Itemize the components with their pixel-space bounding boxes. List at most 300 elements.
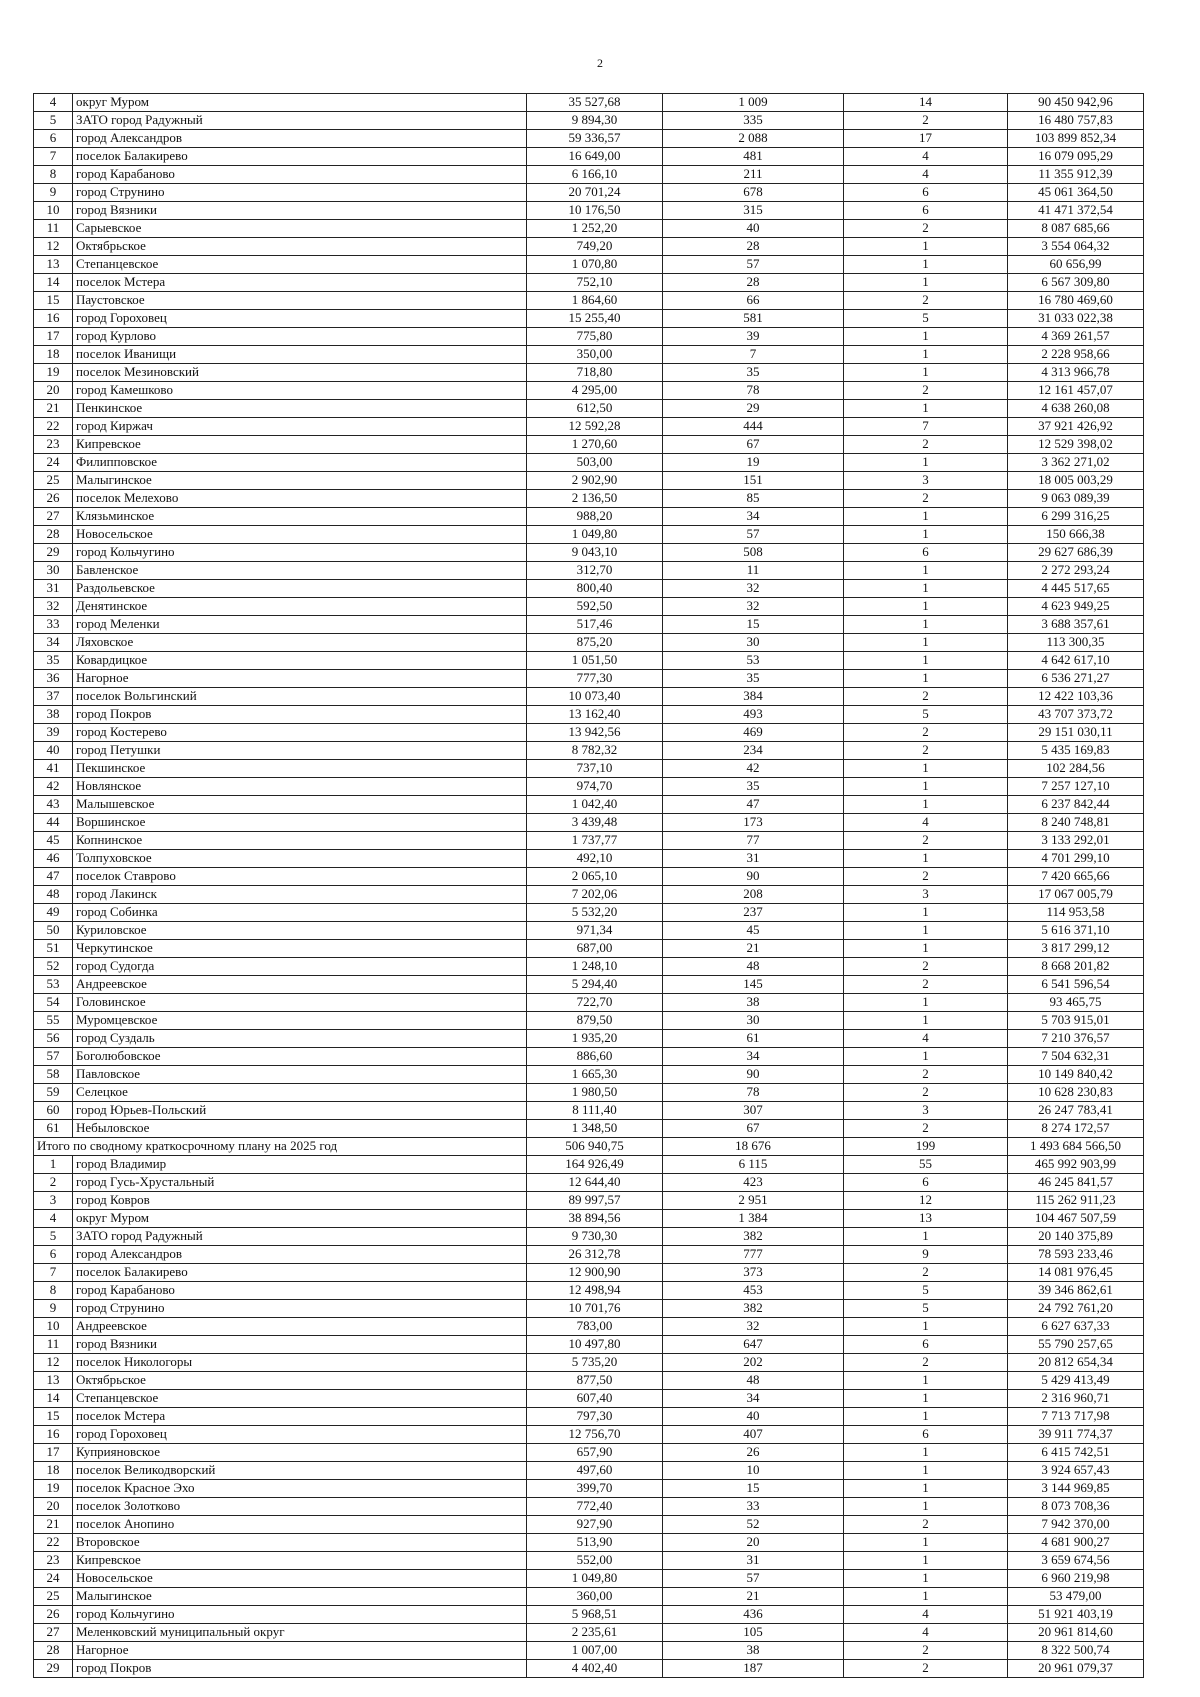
area-cell: 7 202,06 bbox=[527, 886, 663, 904]
buildings-count-cell: 2 bbox=[844, 490, 1008, 508]
row-number-cell: 25 bbox=[34, 472, 73, 490]
cost-cell: 10 628 230,83 bbox=[1008, 1084, 1144, 1102]
area-cell: 1 049,80 bbox=[527, 1570, 663, 1588]
municipality-name-cell: Пенкинское bbox=[73, 400, 527, 418]
buildings-count-cell: 4 bbox=[844, 166, 1008, 184]
residents-count-cell: 453 bbox=[663, 1282, 844, 1300]
residents-count-cell: 48 bbox=[663, 1372, 844, 1390]
residents-count-cell: 105 bbox=[663, 1624, 844, 1642]
cost-cell: 6 237 842,44 bbox=[1008, 796, 1144, 814]
row-number-cell: 13 bbox=[34, 256, 73, 274]
residents-count-cell: 39 bbox=[663, 328, 844, 346]
area-cell: 775,80 bbox=[527, 328, 663, 346]
buildings-count-cell: 5 bbox=[844, 706, 1008, 724]
buildings-count-cell: 1 bbox=[844, 1012, 1008, 1030]
municipality-name-cell: Паустовское bbox=[73, 292, 527, 310]
cost-cell: 9 063 089,39 bbox=[1008, 490, 1144, 508]
table-row bbox=[34, 1534, 1144, 1552]
municipality-name-cell: Денятинское bbox=[73, 598, 527, 616]
cost-cell: 90 450 942,96 bbox=[1008, 94, 1144, 112]
municipality-name-cell: город Суздаль bbox=[73, 1030, 527, 1048]
residents-count-cell: 444 bbox=[663, 418, 844, 436]
table-row bbox=[34, 958, 1144, 976]
table-row bbox=[34, 1624, 1144, 1642]
table-row bbox=[34, 364, 1144, 382]
table-row bbox=[34, 310, 1144, 328]
residents-count-cell: 307 bbox=[663, 1102, 844, 1120]
area-cell: 13 942,56 bbox=[527, 724, 663, 742]
cost-cell: 5 616 371,10 bbox=[1008, 922, 1144, 940]
municipality-name-cell: Малышевское bbox=[73, 796, 527, 814]
row-number-cell: 9 bbox=[34, 184, 73, 202]
buildings-count-cell: 1 bbox=[844, 922, 1008, 940]
buildings-count-cell: 2 bbox=[844, 868, 1008, 886]
row-number-cell: 17 bbox=[34, 1444, 73, 1462]
page-number: 2 bbox=[597, 56, 603, 70]
municipality-name-cell: город Гороховец bbox=[73, 1426, 527, 1444]
cost-cell: 26 247 783,41 bbox=[1008, 1102, 1144, 1120]
municipality-name-cell: Ковардицкое bbox=[73, 652, 527, 670]
table-row bbox=[34, 1246, 1144, 1264]
table-row bbox=[34, 1174, 1144, 1192]
row-number-cell: 35 bbox=[34, 652, 73, 670]
row-number-cell: 27 bbox=[34, 1624, 73, 1642]
table-row bbox=[34, 670, 1144, 688]
area-cell: 12 592,28 bbox=[527, 418, 663, 436]
area-cell: 12 644,40 bbox=[527, 1174, 663, 1192]
table-row bbox=[34, 1372, 1144, 1390]
municipality-name-cell: Андреевское bbox=[73, 976, 527, 994]
cost-cell: 12 422 103,36 bbox=[1008, 688, 1144, 706]
residents-count-cell: 31 bbox=[663, 850, 844, 868]
cost-cell: 465 992 903,99 bbox=[1008, 1156, 1144, 1174]
table-row bbox=[34, 1354, 1144, 1372]
table-row bbox=[34, 652, 1144, 670]
table-row bbox=[34, 634, 1144, 652]
cost-cell: 17 067 005,79 bbox=[1008, 886, 1144, 904]
table-body bbox=[34, 94, 1144, 1678]
residents-count-cell: 21 bbox=[663, 1588, 844, 1606]
row-number-cell: 39 bbox=[34, 724, 73, 742]
buildings-count-cell: 1 bbox=[844, 562, 1008, 580]
buildings-count-cell: 3 bbox=[844, 886, 1008, 904]
cost-cell: 20 961 814,60 bbox=[1008, 1624, 1144, 1642]
area-cell: 1 270,60 bbox=[527, 436, 663, 454]
residents-count-cell: 90 bbox=[663, 1066, 844, 1084]
cost-cell: 93 465,75 bbox=[1008, 994, 1144, 1012]
municipality-table bbox=[33, 93, 1144, 1678]
cost-cell: 4 445 517,65 bbox=[1008, 580, 1144, 598]
residents-count-cell: 57 bbox=[663, 256, 844, 274]
table-row bbox=[34, 868, 1144, 886]
residents-count-cell: 407 bbox=[663, 1426, 844, 1444]
row-number-cell: 44 bbox=[34, 814, 73, 832]
buildings-count-cell: 6 bbox=[844, 202, 1008, 220]
buildings-count-cell: 1 bbox=[844, 616, 1008, 634]
area-cell: 360,00 bbox=[527, 1588, 663, 1606]
municipality-name-cell: город Кольчугино bbox=[73, 1606, 527, 1624]
municipality-name-cell: поселок Мстера bbox=[73, 274, 527, 292]
table-row bbox=[34, 1444, 1144, 1462]
residents-count-cell: 66 bbox=[663, 292, 844, 310]
table-row bbox=[34, 796, 1144, 814]
row-number-cell: 31 bbox=[34, 580, 73, 598]
municipality-name-cell: Боголюбовское bbox=[73, 1048, 527, 1066]
table-row bbox=[34, 436, 1144, 454]
residents-count-cell: 2 951 bbox=[663, 1192, 844, 1210]
area-cell: 1 049,80 bbox=[527, 526, 663, 544]
area-cell: 350,00 bbox=[527, 346, 663, 364]
table-row bbox=[34, 256, 1144, 274]
row-number-cell: 7 bbox=[34, 1264, 73, 1282]
row-number-cell: 51 bbox=[34, 940, 73, 958]
residents-count-cell: 30 bbox=[663, 634, 844, 652]
cost-cell: 3 688 357,61 bbox=[1008, 616, 1144, 634]
municipality-name-cell: Новосельское bbox=[73, 1570, 527, 1588]
table-row bbox=[34, 1282, 1144, 1300]
area-cell: 1 070,80 bbox=[527, 256, 663, 274]
table-row bbox=[34, 922, 1144, 940]
row-number-cell: 38 bbox=[34, 706, 73, 724]
residents-count-cell: 35 bbox=[663, 364, 844, 382]
total-label: Итого по сводному краткосрочному плану на 2025 год bbox=[34, 1138, 527, 1156]
row-number-cell: 12 bbox=[34, 238, 73, 256]
municipality-name-cell: Раздольевское bbox=[73, 580, 527, 598]
buildings-count-cell: 1 bbox=[844, 1570, 1008, 1588]
cost-cell: 4 623 949,25 bbox=[1008, 598, 1144, 616]
buildings-count-cell: 9 bbox=[844, 1246, 1008, 1264]
row-number-cell: 10 bbox=[34, 202, 73, 220]
residents-count-cell: 48 bbox=[663, 958, 844, 976]
row-number-cell: 16 bbox=[34, 310, 73, 328]
table-row bbox=[34, 1606, 1144, 1624]
buildings-count-cell: 2 bbox=[844, 958, 1008, 976]
residents-count-cell: 52 bbox=[663, 1516, 844, 1534]
buildings-count-cell: 1 bbox=[844, 1552, 1008, 1570]
residents-count-cell: 1 009 bbox=[663, 94, 844, 112]
residents-count-cell: 38 bbox=[663, 1642, 844, 1660]
row-number-cell: 28 bbox=[34, 526, 73, 544]
area-cell: 877,50 bbox=[527, 1372, 663, 1390]
municipality-name-cell: Пекшинское bbox=[73, 760, 527, 778]
total-row bbox=[34, 1138, 1144, 1156]
area-cell: 2 235,61 bbox=[527, 1624, 663, 1642]
cost-cell: 7 210 376,57 bbox=[1008, 1030, 1144, 1048]
buildings-count-cell: 5 bbox=[844, 310, 1008, 328]
municipality-name-cell: Сарыевское bbox=[73, 220, 527, 238]
table-row bbox=[34, 1192, 1144, 1210]
area-cell: 6 166,10 bbox=[527, 166, 663, 184]
table-row bbox=[34, 1588, 1144, 1606]
row-number-cell: 32 bbox=[34, 598, 73, 616]
area-cell: 737,10 bbox=[527, 760, 663, 778]
area-cell: 718,80 bbox=[527, 364, 663, 382]
area-cell: 800,40 bbox=[527, 580, 663, 598]
row-number-cell: 9 bbox=[34, 1300, 73, 1318]
table-row bbox=[34, 544, 1144, 562]
row-number-cell: 56 bbox=[34, 1030, 73, 1048]
buildings-count-cell: 1 bbox=[844, 580, 1008, 598]
residents-count-cell: 145 bbox=[663, 976, 844, 994]
row-number-cell: 4 bbox=[34, 1210, 73, 1228]
residents-count-cell: 6 115 bbox=[663, 1156, 844, 1174]
buildings-count-cell: 2 bbox=[844, 724, 1008, 742]
cost-cell: 3 817 299,12 bbox=[1008, 940, 1144, 958]
cost-cell: 6 299 316,25 bbox=[1008, 508, 1144, 526]
table-row bbox=[34, 1480, 1144, 1498]
row-number-cell: 15 bbox=[34, 1408, 73, 1426]
cost-cell: 60 656,99 bbox=[1008, 256, 1144, 274]
residents-count-cell: 29 bbox=[663, 400, 844, 418]
row-number-cell: 2 bbox=[34, 1174, 73, 1192]
residents-count-cell: 508 bbox=[663, 544, 844, 562]
buildings-count-cell: 1 bbox=[844, 652, 1008, 670]
row-number-cell: 40 bbox=[34, 742, 73, 760]
cost-cell: 1 493 684 566,50 bbox=[1008, 1138, 1144, 1156]
area-cell: 5 294,40 bbox=[527, 976, 663, 994]
buildings-count-cell: 1 bbox=[844, 1588, 1008, 1606]
cost-cell: 4 681 900,27 bbox=[1008, 1534, 1144, 1552]
residents-count-cell: 15 bbox=[663, 616, 844, 634]
municipality-name-cell: город Покров bbox=[73, 1660, 527, 1678]
table-row bbox=[34, 850, 1144, 868]
row-number-cell: 53 bbox=[34, 976, 73, 994]
buildings-count-cell: 1 bbox=[844, 940, 1008, 958]
cost-cell: 29 627 686,39 bbox=[1008, 544, 1144, 562]
municipality-name-cell: город Ковров bbox=[73, 1192, 527, 1210]
row-number-cell: 37 bbox=[34, 688, 73, 706]
residents-count-cell: 30 bbox=[663, 1012, 844, 1030]
municipality-name-cell: Филипповское bbox=[73, 454, 527, 472]
municipality-name-cell: город Камешково bbox=[73, 382, 527, 400]
row-number-cell: 18 bbox=[34, 1462, 73, 1480]
area-cell: 312,70 bbox=[527, 562, 663, 580]
buildings-count-cell: 4 bbox=[844, 1606, 1008, 1624]
residents-count-cell: 20 bbox=[663, 1534, 844, 1552]
municipality-name-cell: город Судогда bbox=[73, 958, 527, 976]
residents-count-cell: 32 bbox=[663, 580, 844, 598]
residents-count-cell: 581 bbox=[663, 310, 844, 328]
residents-count-cell: 28 bbox=[663, 274, 844, 292]
cost-cell: 114 953,58 bbox=[1008, 904, 1144, 922]
residents-count-cell: 777 bbox=[663, 1246, 844, 1264]
cost-cell: 45 061 364,50 bbox=[1008, 184, 1144, 202]
buildings-count-cell: 2 bbox=[844, 1354, 1008, 1372]
table-row bbox=[34, 112, 1144, 130]
row-number-cell: 45 bbox=[34, 832, 73, 850]
area-cell: 16 649,00 bbox=[527, 148, 663, 166]
buildings-count-cell: 6 bbox=[844, 1336, 1008, 1354]
municipality-name-cell: Октябрьское bbox=[73, 238, 527, 256]
residents-count-cell: 34 bbox=[663, 1048, 844, 1066]
municipality-name-cell: Новосельское bbox=[73, 526, 527, 544]
row-number-cell: 29 bbox=[34, 1660, 73, 1678]
municipality-name-cell: Новлянское bbox=[73, 778, 527, 796]
municipality-name-cell: поселок Золотково bbox=[73, 1498, 527, 1516]
table-row bbox=[34, 1120, 1144, 1138]
residents-count-cell: 315 bbox=[663, 202, 844, 220]
residents-count-cell: 384 bbox=[663, 688, 844, 706]
municipality-name-cell: Второвское bbox=[73, 1534, 527, 1552]
municipality-name-cell: город Кольчугино bbox=[73, 544, 527, 562]
area-cell: 20 701,24 bbox=[527, 184, 663, 202]
cost-cell: 5 703 915,01 bbox=[1008, 1012, 1144, 1030]
buildings-count-cell: 2 bbox=[844, 436, 1008, 454]
row-number-cell: 23 bbox=[34, 436, 73, 454]
area-cell: 3 439,48 bbox=[527, 814, 663, 832]
row-number-cell: 7 bbox=[34, 148, 73, 166]
row-number-cell: 58 bbox=[34, 1066, 73, 1084]
municipality-name-cell: город Струнино bbox=[73, 184, 527, 202]
buildings-count-cell: 1 bbox=[844, 760, 1008, 778]
residents-count-cell: 57 bbox=[663, 1570, 844, 1588]
municipality-name-cell: город Владимир bbox=[73, 1156, 527, 1174]
buildings-count-cell: 1 bbox=[844, 1534, 1008, 1552]
residents-count-cell: 61 bbox=[663, 1030, 844, 1048]
area-cell: 5 735,20 bbox=[527, 1354, 663, 1372]
residents-count-cell: 335 bbox=[663, 112, 844, 130]
cost-cell: 55 790 257,65 bbox=[1008, 1336, 1144, 1354]
row-number-cell: 14 bbox=[34, 1390, 73, 1408]
buildings-count-cell: 6 bbox=[844, 1174, 1008, 1192]
cost-cell: 2 316 960,71 bbox=[1008, 1390, 1144, 1408]
area-cell: 10 176,50 bbox=[527, 202, 663, 220]
buildings-count-cell: 2 bbox=[844, 1516, 1008, 1534]
municipality-name-cell: город Курлово bbox=[73, 328, 527, 346]
buildings-count-cell: 5 bbox=[844, 1300, 1008, 1318]
buildings-count-cell: 6 bbox=[844, 544, 1008, 562]
residents-count-cell: 436 bbox=[663, 1606, 844, 1624]
area-cell: 1 935,20 bbox=[527, 1030, 663, 1048]
area-cell: 749,20 bbox=[527, 238, 663, 256]
table-row bbox=[34, 1030, 1144, 1048]
buildings-count-cell: 1 bbox=[844, 238, 1008, 256]
cost-cell: 113 300,35 bbox=[1008, 634, 1144, 652]
buildings-count-cell: 1 bbox=[844, 598, 1008, 616]
area-cell: 783,00 bbox=[527, 1318, 663, 1336]
buildings-count-cell: 2 bbox=[844, 1084, 1008, 1102]
table-row bbox=[34, 1048, 1144, 1066]
row-number-cell: 55 bbox=[34, 1012, 73, 1030]
municipality-name-cell: округ Муром bbox=[73, 94, 527, 112]
residents-count-cell: 90 bbox=[663, 868, 844, 886]
row-number-cell: 11 bbox=[34, 220, 73, 238]
residents-count-cell: 678 bbox=[663, 184, 844, 202]
table-row bbox=[34, 1336, 1144, 1354]
area-cell: 513,90 bbox=[527, 1534, 663, 1552]
table-row bbox=[34, 1462, 1144, 1480]
cost-cell: 4 638 260,08 bbox=[1008, 400, 1144, 418]
table-row bbox=[34, 1300, 1144, 1318]
area-cell: 26 312,78 bbox=[527, 1246, 663, 1264]
table-row bbox=[34, 886, 1144, 904]
residents-count-cell: 382 bbox=[663, 1300, 844, 1318]
area-cell: 10 073,40 bbox=[527, 688, 663, 706]
municipality-name-cell: поселок Вольгинский bbox=[73, 688, 527, 706]
table-row bbox=[34, 1408, 1144, 1426]
cost-cell: 14 081 976,45 bbox=[1008, 1264, 1144, 1282]
buildings-count-cell: 14 bbox=[844, 94, 1008, 112]
municipality-name-cell: Нагорное bbox=[73, 670, 527, 688]
municipality-name-cell: город Гороховец bbox=[73, 310, 527, 328]
municipality-name-cell: Копнинское bbox=[73, 832, 527, 850]
municipality-name-cell: город Петушки bbox=[73, 742, 527, 760]
cost-cell: 53 479,00 bbox=[1008, 1588, 1144, 1606]
buildings-count-cell: 1 bbox=[844, 364, 1008, 382]
residents-count-cell: 18 676 bbox=[663, 1138, 844, 1156]
area-cell: 497,60 bbox=[527, 1462, 663, 1480]
residents-count-cell: 35 bbox=[663, 778, 844, 796]
buildings-count-cell: 6 bbox=[844, 184, 1008, 202]
buildings-count-cell: 1 bbox=[844, 1390, 1008, 1408]
buildings-count-cell: 2 bbox=[844, 382, 1008, 400]
municipality-name-cell: город Юрьев-Польский bbox=[73, 1102, 527, 1120]
area-cell: 971,34 bbox=[527, 922, 663, 940]
table-row bbox=[34, 742, 1144, 760]
row-number-cell: 59 bbox=[34, 1084, 73, 1102]
table-row bbox=[34, 1084, 1144, 1102]
area-cell: 15 255,40 bbox=[527, 310, 663, 328]
buildings-count-cell: 199 bbox=[844, 1138, 1008, 1156]
table-row bbox=[34, 778, 1144, 796]
table-row bbox=[34, 1012, 1144, 1030]
residents-count-cell: 31 bbox=[663, 1552, 844, 1570]
cost-cell: 8 322 500,74 bbox=[1008, 1642, 1144, 1660]
cost-cell: 41 471 372,54 bbox=[1008, 202, 1144, 220]
row-number-cell: 41 bbox=[34, 760, 73, 778]
table-row bbox=[34, 418, 1144, 436]
residents-count-cell: 32 bbox=[663, 598, 844, 616]
row-number-cell: 61 bbox=[34, 1120, 73, 1138]
municipality-name-cell: поселок Никологоры bbox=[73, 1354, 527, 1372]
cost-cell: 11 355 912,39 bbox=[1008, 166, 1144, 184]
table-row bbox=[34, 472, 1144, 490]
table-row bbox=[34, 1552, 1144, 1570]
table-row bbox=[34, 346, 1144, 364]
municipality-name-cell: город Меленки bbox=[73, 616, 527, 634]
table-row bbox=[34, 1642, 1144, 1660]
row-number-cell: 26 bbox=[34, 1606, 73, 1624]
table-row bbox=[34, 1156, 1144, 1174]
row-number-cell: 52 bbox=[34, 958, 73, 976]
row-number-cell: 6 bbox=[34, 130, 73, 148]
area-cell: 8 782,32 bbox=[527, 742, 663, 760]
buildings-count-cell: 1 bbox=[844, 400, 1008, 418]
buildings-count-cell: 1 bbox=[844, 1228, 1008, 1246]
table-row bbox=[34, 688, 1144, 706]
table-row bbox=[34, 328, 1144, 346]
area-cell: 722,70 bbox=[527, 994, 663, 1012]
cost-cell: 51 921 403,19 bbox=[1008, 1606, 1144, 1624]
area-cell: 2 065,10 bbox=[527, 868, 663, 886]
cost-cell: 7 257 127,10 bbox=[1008, 778, 1144, 796]
row-number-cell: 13 bbox=[34, 1372, 73, 1390]
table-row bbox=[34, 1426, 1144, 1444]
row-number-cell: 8 bbox=[34, 1282, 73, 1300]
cost-cell: 5 429 413,49 bbox=[1008, 1372, 1144, 1390]
area-cell: 2 902,90 bbox=[527, 472, 663, 490]
municipality-name-cell: Головинское bbox=[73, 994, 527, 1012]
area-cell: 1 737,77 bbox=[527, 832, 663, 850]
municipality-name-cell: Бавленское bbox=[73, 562, 527, 580]
area-cell: 1 348,50 bbox=[527, 1120, 663, 1138]
municipality-name-cell: Кипревское bbox=[73, 1552, 527, 1570]
area-cell: 4 402,40 bbox=[527, 1660, 663, 1678]
municipality-name-cell: поселок Красное Эхо bbox=[73, 1480, 527, 1498]
municipality-name-cell: поселок Иванищи bbox=[73, 346, 527, 364]
table-row bbox=[34, 1210, 1144, 1228]
row-number-cell: 5 bbox=[34, 112, 73, 130]
